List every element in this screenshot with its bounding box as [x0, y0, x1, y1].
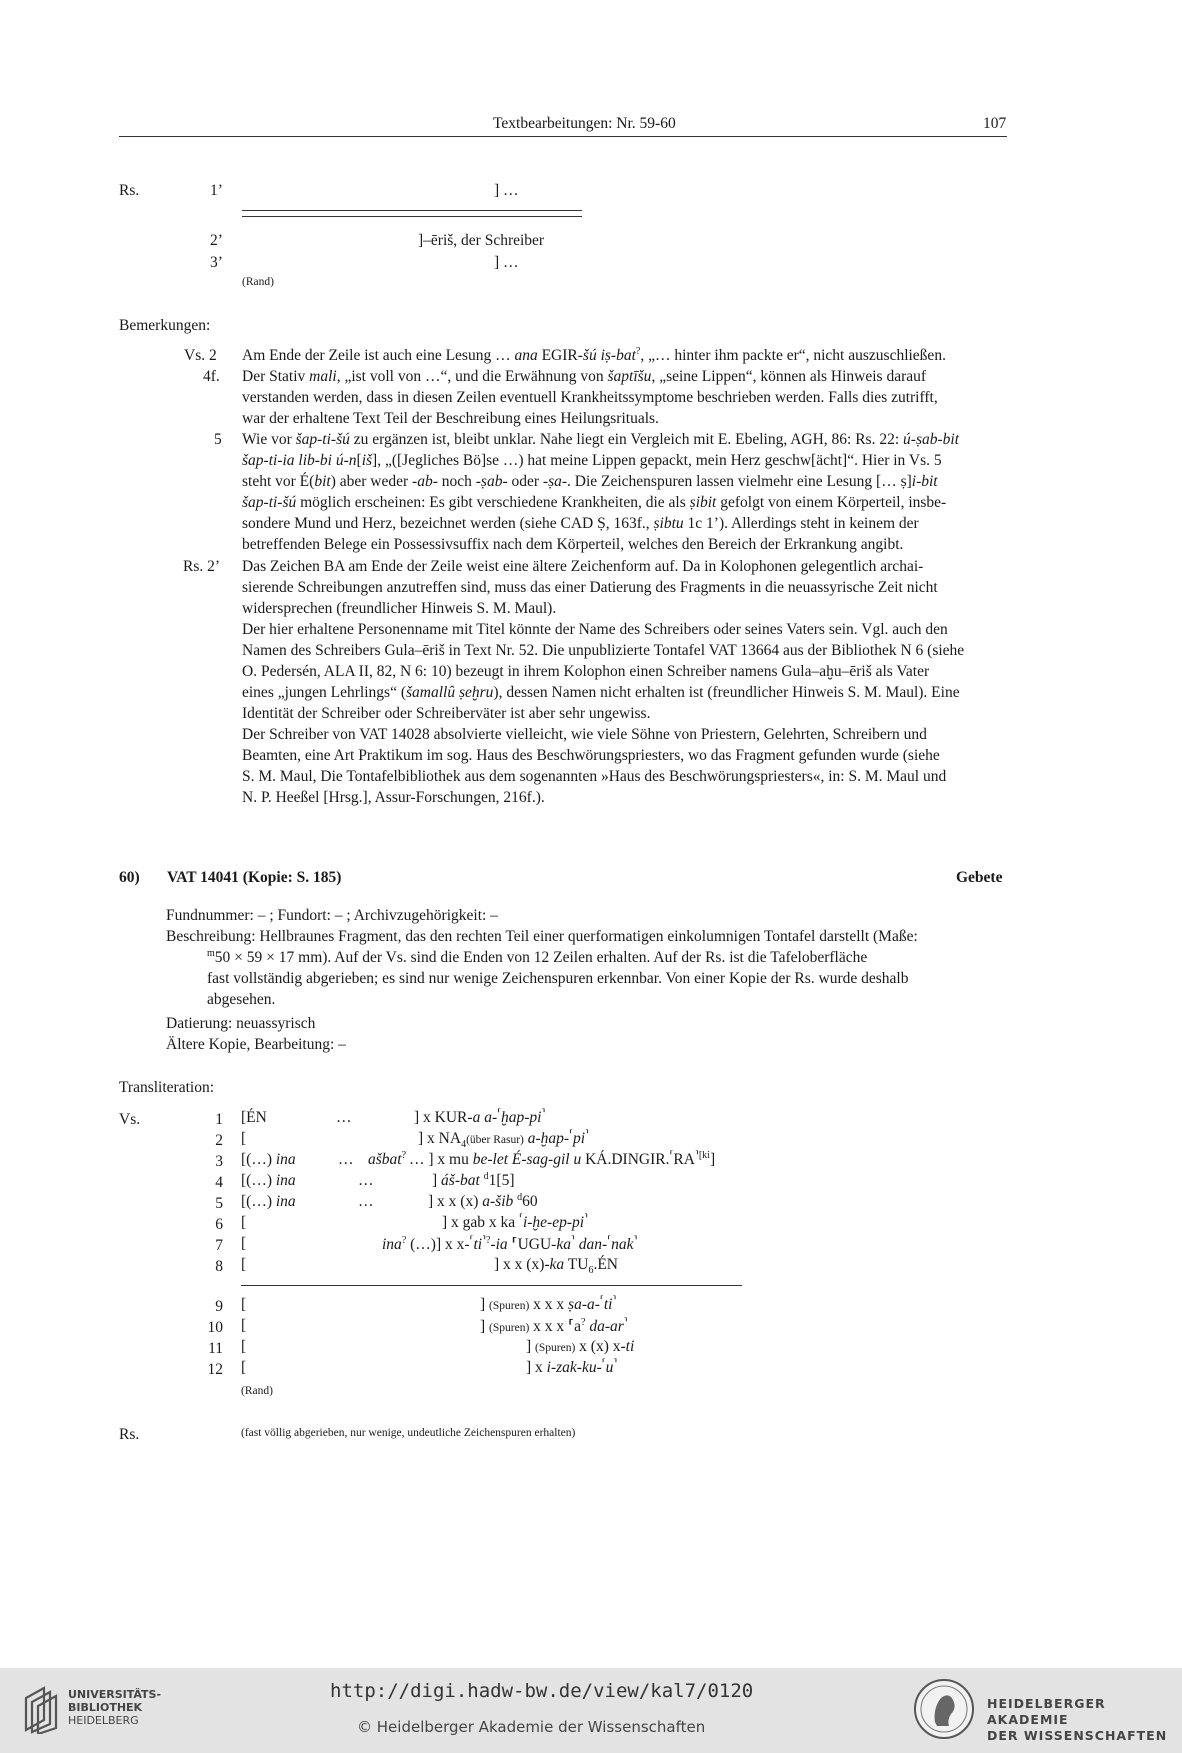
- translit-line-11: [ ] (Spuren) x (x) x-ti: [241, 1338, 635, 1355]
- digi-url-link[interactable]: http://digi.hadw-bw.de/view/kal7/0120: [330, 1680, 754, 1702]
- line-text: ] …: [494, 182, 519, 199]
- translit-line-2: [ ] x $NA_4(über$ Rasur) a-ḫap-⸢pi⸣: [241, 1128, 589, 1151]
- entry-genre: Gebete: [956, 869, 1003, 886]
- vs-label: Vs.: [119, 1111, 141, 1128]
- line-number: 1: [215, 1111, 223, 1128]
- rand-label: (Rand): [241, 1385, 273, 1397]
- note-4f: Der Stativ mali, „ist voll von …“, und die Erwähnung von šaptīšu, „seine Lippen“, können als Hinweis darauf verstanden werden, dass in diesen Zeilen eventuell Krankheitssymptome beschrieben werden. Falls dies zutrifft, war der erhaltene Text Teil der Beschreibung eines Heilungsrituals.: [242, 368, 938, 427]
- translit-line-9: [ ] (Spuren) x x x ṣa-a-⸢ti⸣: [241, 1294, 617, 1313]
- translit-line-8: [ ] x x (x)-ka $TU_6.ÉN$: [241, 1256, 618, 1277]
- line-number: 10: [207, 1319, 223, 1336]
- rs-label: Rs.: [119, 182, 140, 199]
- logo-line: HEIDELBERG: [68, 1714, 139, 1727]
- line-number: 9: [215, 1298, 223, 1315]
- line-number: 3: [215, 1153, 223, 1170]
- line-number: 6: [215, 1216, 223, 1233]
- line-number: 4: [215, 1174, 223, 1191]
- aeltere-kopie: Ältere Kopie, Bearbeitung: –: [166, 1036, 346, 1053]
- rand-label: (Rand): [242, 276, 274, 288]
- line-number: 2’: [210, 232, 223, 249]
- note-vs2: Am Ende der Zeile ist auch eine Lesung … ana EGIR-šú iṣ-bat?, „… hinter ihm packte er“, nicht auszuschließen.: [242, 345, 946, 364]
- line-number: 7: [215, 1237, 223, 1254]
- fundnummer: Fundnummer: – ; Fundort: – ; Archivzugehörigkeit: –: [166, 907, 498, 924]
- translit-line-1: [ÉN … ] x KUR-a a-⸢ḫap-pi⸣: [241, 1107, 546, 1126]
- library-icon: [22, 1684, 60, 1734]
- line-text: ] …: [494, 254, 519, 271]
- double-rule-bottom: [242, 216, 582, 217]
- entry-number: 60): [119, 869, 140, 886]
- line-text: ]–ēriš, der Schreiber: [418, 232, 545, 249]
- translit-line-4: [(…) ina … ] áš-bat $^d$1[5]: [241, 1170, 515, 1189]
- header-rule: [119, 136, 1007, 137]
- page-number: 107: [983, 115, 1007, 132]
- note-5: Wie vor šap-ti-šú zu ergänzen ist, bleibt unklar. Nahe liegt ein Vergleich mit E. Ebeling, AGH, 86: Rs. 22: ú-ṣab-bit šap-ti-ia lib-bi ú-n[iš], „([Jegliches Bö]se …) hat meine Lippen gepackt, mein Herz geschw[ächt]“. Hier in Vs. 5 steht vor É(bit) aber weder -ab- noch -ṣab- oder -ṣa-. Die Zeichenspuren lassen vielmehr eine Lesung [… ṣ]i-bit šap-ti-šú möglich erscheinen: Es gibt verschiedene Krankheiten, die als ṣibit gefolgt von einem Körperteil, insbe- sondere Mund und Herz, bezeichnet werden (siehe CAD Ṣ, 163f., ṣibtu 1c 1’). Allerdings steht in keinem der betreffenden Belege ein Possessivsuffix nach dem Körperteil, welches den Bereich der Erkrankung angibt.: [242, 431, 959, 553]
- line-number: 11: [208, 1340, 223, 1357]
- transliteration-heading: Transliteration:: [119, 1079, 215, 1096]
- line-number: 12: [207, 1361, 223, 1378]
- beschreibung: Beschreibung: Hellbraunes Fragment, das den rechten Teil einer querformatigen einkolumnigen Tontafel darstellt (Maße: $^m$50 × 59 × 17 mm). Auf der Vs. sind die Enden von 12 Zeilen erhalten. Auf der Rs. ist die Tafeloberfläche fast vollständig abgerieben; es sind nur wenige Zeichenspuren erkennbar. Von einer Kopie der Rs. wurde deshalb abgesehen.: [166, 928, 918, 1008]
- line-number: 3’: [210, 254, 223, 271]
- translit-line-3: [(…) ina … ašbat? … ] x mu be-let É-sag-gil u $KÁ.DINGIR.^⸢RA^{⸣[ki}$]: [241, 1149, 716, 1168]
- line-number: 1’: [210, 182, 223, 199]
- note-rs2: Das Zeichen BA am Ende der Zeile weist eine ältere Zeichenform auf. Da in Kolophonen gelegentlich archai- sierende Schreibungen anzutreffen sind, muss das einer Datierung des Fragments in die neuassyrische Zeit nicht widersprechen (freundlicher Hinweis S. M. Maul). Der hier erhaltene Personenname mit Titel könnte der Name des Schreibers oder seines Vaters sein. Vgl. auch den Namen des Schreibers Gula–ēriš in Text Nr. 52. Die unpublizierte Tontafel VAT 13664 aus der Bibliothek N 6 (siehe O. Pedersén, ALA II, 82, N 6: 10) bezeugt in ihrem Kolophon einen Schreiber namens Gula–aḫu–ēriš als Vater eines „jungen Lehrlings“ (šamallû ṣeḫru), dessen Namen nicht erhalten ist (freundlicher Hinweis S. M. Maul). Eine Identität der Schreiber oder Schreiberväter ist aber sehr ungewiss. Der Schreiber von VAT 14028 absolvierte vielleicht, wie viele Söhne von Priestern, Gelehrten, Schreibern und Beamten, eine Art Praktikum im sog. Haus des Beschwörungspriesters, wo das Fragment gefunden wurde (siehe S. M. Maul, Die Tontafelbibliothek aus dem sogenannten »Haus des Beschwörungspriesters«, in: S. M. Maul und N. P. Heeßel [Hrsg.], Assur-Forschungen, 216f.).: [242, 558, 965, 806]
- double-rule-top: [242, 210, 582, 211]
- translit-line-10: [ ] (Spuren) x x x ⸢a? da-ar⸣: [241, 1316, 628, 1335]
- translit-line-5: [(…) ina … ] x x (x) a-šib $^d$60: [241, 1191, 538, 1210]
- datierung: Datierung: neuassyrisch: [166, 1015, 316, 1032]
- academy-emblem-icon: [913, 1678, 975, 1740]
- logo-line: HEIDELBERGER AKADEMIE: [987, 1696, 1106, 1727]
- section-rule: [241, 1285, 742, 1286]
- line-number: 8: [215, 1258, 223, 1275]
- note-label: Vs. 2: [184, 347, 217, 364]
- rs-label: Rs.: [119, 1426, 140, 1443]
- logo-line: DER WISSENSCHAFTEN: [987, 1728, 1168, 1743]
- translit-line-6: [ ] x gab x ka ⸢i-ḫe-ep-pi⸣: [241, 1212, 588, 1231]
- note-label: Rs. 2’: [183, 558, 221, 575]
- logo-line: BIBLIOTHEK: [68, 1701, 143, 1714]
- entry-title: VAT 14041 (Kopie: S. 185): [167, 869, 342, 886]
- bemerkungen-heading: Bemerkungen:: [119, 317, 211, 334]
- translit-line-12: [ ] x i-zak-ku-⸢u⸣: [241, 1357, 618, 1376]
- running-header: Textbearbeitungen: Nr. 59-60: [493, 115, 676, 132]
- logo-line: UNIVERSITÄTS-: [68, 1688, 162, 1701]
- translit-line-7: [ ina? (…)] x x-⸢ti⸣?-ia ⸢UGU-ka⸣ dan-⸢nak⸣: [241, 1234, 638, 1253]
- academy-logo[interactable]: [913, 1676, 1173, 1746]
- university-library-logo[interactable]: [22, 1682, 172, 1740]
- note-label: 5: [214, 431, 222, 448]
- note-label: 4f.: [203, 368, 220, 385]
- rs-note: (fast völlig abgerieben, nur wenige, undeutliche Zeichenspuren erhalten): [241, 1427, 576, 1439]
- line-number: 5: [215, 1195, 223, 1212]
- footer-bar: [0, 1668, 1182, 1753]
- line-number: 2: [215, 1132, 223, 1149]
- copyright-text: © Heidelberger Akademie der Wissenschaften: [357, 1718, 706, 1736]
